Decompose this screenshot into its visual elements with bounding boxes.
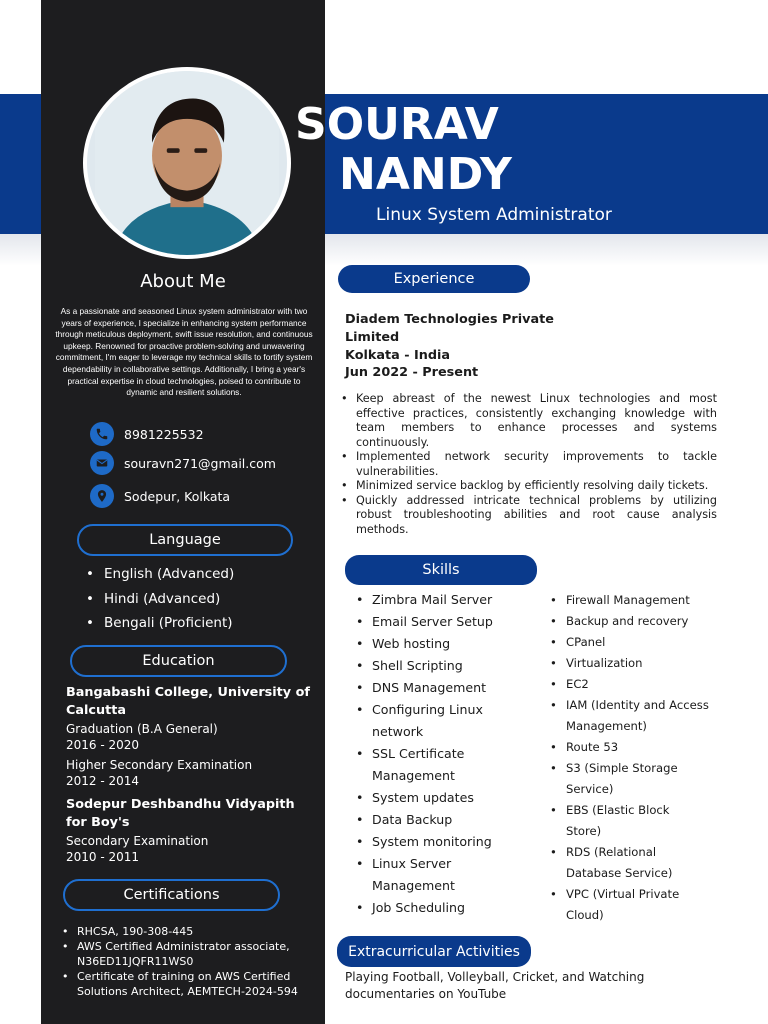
education-entry xyxy=(66,684,316,789)
degree-years: 2016 - 2020 xyxy=(66,737,140,752)
about-heading: About Me xyxy=(140,271,226,292)
education-heading: Education xyxy=(70,645,287,677)
skill-item: • EBS (Elastic Block Store) xyxy=(550,800,685,842)
skill-item: • System monitoring xyxy=(356,831,542,853)
email-address[interactable]: souravn271@gmail.com xyxy=(124,455,276,471)
job-title: Linux System Administrator xyxy=(376,205,612,225)
certification-item: • AWS Certified Administrator associate, N36ED11JQFR11WS0 xyxy=(62,939,324,969)
degree-title: Graduation (B.A General) xyxy=(66,722,218,736)
last-name: NANDY xyxy=(339,149,512,200)
skill-item: • Backup and recovery xyxy=(550,611,720,632)
employment-period: Jun 2022 - Present xyxy=(345,365,479,381)
contact-email xyxy=(90,451,276,475)
education-entry xyxy=(66,796,316,865)
skill-item: • Web hosting xyxy=(356,633,542,655)
experience-bullet: • Minimized service backlog by efficiently resolving daily tickets. xyxy=(341,479,717,494)
certifications-list xyxy=(62,924,324,999)
degree-title: Secondary Examination xyxy=(66,834,209,848)
experience-bullet: • Quickly addressed intricate technical problems by utilizing robust troubleshooting abilities and root cause analysis methods. xyxy=(341,494,717,538)
mail-icon xyxy=(90,451,114,475)
skill-item: • Route 53 xyxy=(550,737,720,758)
skill-item: • Linux Server Management xyxy=(356,853,476,897)
about-text: As a passionate and seasoned Linux system administrator with two years of experience, I specialize in enhancing system performance through meticulous deployment, swift issue resolution, and continuous upkeep. Renowned for proactive problem-solving and unwavering commitment, I'm eager to leverage my technical skills to fortify system dependability in collaborative settings. Additionally, I bring a year's practical expertise in cloud technologies, poised to contribute to dynamic and resilient solutions. xyxy=(55,306,313,398)
company-location: Kolkata - India xyxy=(345,347,451,363)
language-item: • Bengali (Proficient) xyxy=(86,611,234,636)
experience-employer xyxy=(345,311,565,382)
skill-item: • Virtualization xyxy=(550,653,720,674)
skill-item: • VPC (Virtual Private Cloud) xyxy=(550,884,685,926)
skills-column-left xyxy=(356,589,542,919)
degree-years: 2012 - 2014 xyxy=(66,773,140,788)
phone-number[interactable]: 8981225532 xyxy=(124,426,204,442)
language-heading: Language xyxy=(77,524,293,556)
language-item: • Hindi (Advanced) xyxy=(86,587,234,612)
skill-item: • System updates xyxy=(356,787,542,809)
skill-item: • RDS (Relational Database Service) xyxy=(550,842,685,884)
company-name: Diadem Technologies Private Limited xyxy=(345,312,554,345)
certifications-heading: Certifications xyxy=(63,879,280,911)
skill-item: • IAM (Identity and Access Management) xyxy=(550,695,710,737)
location-text: Sodepur, Kolkata xyxy=(124,488,231,504)
certification-item: • Certificate of training on AWS Certified Solutions Architect, AEMTECH-2024-594 xyxy=(62,969,324,999)
language-item: • English (Advanced) xyxy=(86,562,234,587)
location-pin-icon xyxy=(90,484,114,508)
first-name: SOURAV xyxy=(295,99,499,150)
phone-icon xyxy=(90,422,114,446)
profile-photo-illustration xyxy=(87,71,287,255)
skill-item: • Data Backup xyxy=(356,809,542,831)
skill-item: • EC2 xyxy=(550,674,720,695)
experience-bullet: • Implemented network security improvements to tackle vulnerabilities. xyxy=(341,450,717,479)
extracurricular-heading: Extracurricular Activities xyxy=(337,936,531,967)
skill-item: • S3 (Simple Storage Service) xyxy=(550,758,695,800)
skills-heading: Skills xyxy=(345,555,537,585)
skill-item: • DNS Management xyxy=(356,677,542,699)
contact-location xyxy=(90,484,230,508)
skill-item: • Zimbra Mail Server xyxy=(356,589,542,611)
experience-heading: Experience xyxy=(338,265,530,293)
skill-item: • Firewall Management xyxy=(550,590,720,611)
contact-phone xyxy=(90,422,204,446)
experience-bullets xyxy=(341,392,717,537)
skill-item: • Configuring Linux network xyxy=(356,699,486,743)
skill-item: • Shell Scripting xyxy=(356,655,542,677)
school-name: Sodepur Deshbandhu Vidyapith for Boy's xyxy=(66,797,295,830)
degree-years: 2010 - 2011 xyxy=(66,849,140,864)
degree-title: Higher Secondary Examination xyxy=(66,758,253,772)
profile-photo xyxy=(83,67,291,259)
language-list xyxy=(86,562,234,636)
skill-item: • CPanel xyxy=(550,632,720,653)
skill-item: • Email Server Setup xyxy=(356,611,542,633)
certification-item: • RHCSA, 190-308-445 xyxy=(62,924,324,939)
skill-item: • Job Scheduling xyxy=(356,897,542,919)
candidate-name xyxy=(295,100,595,200)
school-name: Bangabashi College, University of Calcutta xyxy=(66,685,310,718)
experience-bullet: • Keep abreast of the newest Linux technologies and most effective practices, consistently exchanging knowledge with team members to enhance processes and systems continuously. xyxy=(341,392,717,450)
skill-item: • SSL Certificate Management xyxy=(356,743,486,787)
extracurricular-text: Playing Football, Volleyball, Cricket, and Watching documentaries on YouTube xyxy=(345,970,645,1001)
skills-column-right xyxy=(550,590,720,926)
